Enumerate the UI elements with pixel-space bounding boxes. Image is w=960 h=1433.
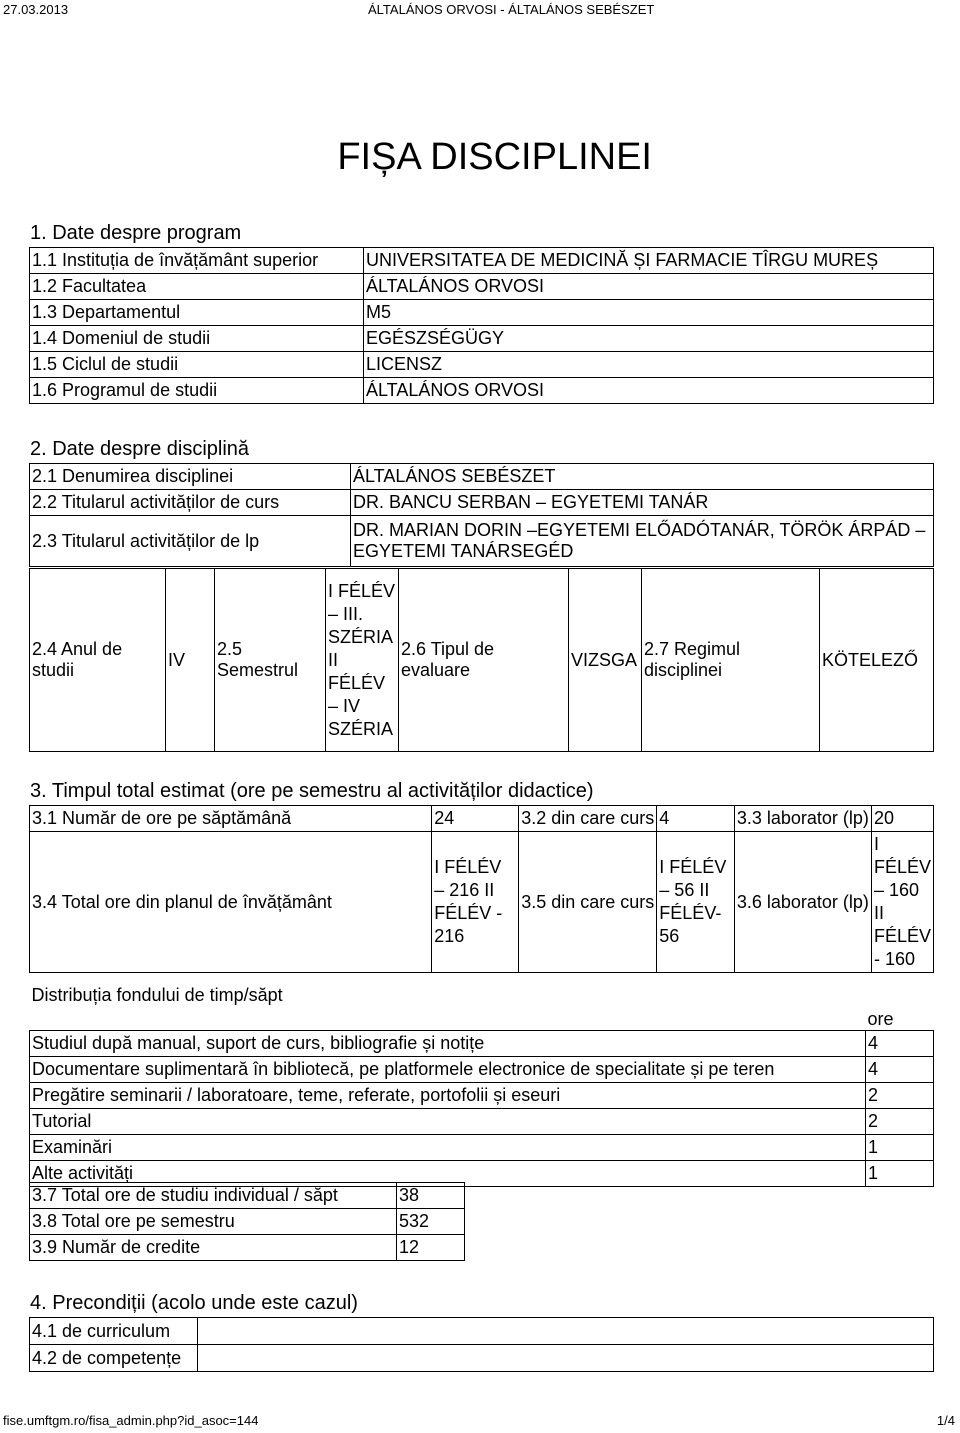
row-value: 1 [866, 1161, 934, 1187]
row-label: Examinări [30, 1135, 866, 1161]
row-value: 2 [866, 1083, 934, 1109]
row-label: 1.2 Facultatea [30, 274, 364, 300]
table-row [30, 569, 934, 752]
table-row [30, 1109, 934, 1135]
document-title: FIȘA DISCIPLINEI [337, 136, 652, 178]
table-row [30, 274, 934, 300]
row-label: 3.9 Număr de credite [30, 1235, 397, 1261]
discipline-details-table [29, 568, 934, 752]
print-url: fise.umftgm.ro/fisa_admin.php?id_asoc=144 [3, 1413, 259, 1428]
row-label: 1.5 Ciclul de studii [30, 352, 364, 378]
discipline-table [29, 463, 934, 567]
table-row [30, 832, 934, 973]
row-value: UNIVERSITATEA DE MEDICINĂ ȘI FARMACIE TÎRGU MUREȘ [364, 248, 934, 274]
course-value: 4 [657, 806, 735, 832]
page-number: 1/4 [936, 1413, 955, 1428]
table-row [30, 1235, 465, 1261]
year-value: IV [166, 569, 215, 752]
table-row [30, 1057, 934, 1083]
row-value: 532 [397, 1209, 465, 1235]
row-value: ÁLTALÁNOS ORVOSI [364, 378, 934, 404]
preconditions-table [29, 1317, 934, 1372]
row-value [198, 1318, 934, 1345]
table-row [30, 352, 934, 378]
total-hours-label: 3.4 Total ore din planul de învățământ [30, 832, 432, 973]
row-value: 4 [866, 1031, 934, 1057]
row-label: 2.3 Titularul activităților de lp [30, 516, 351, 567]
table-row [30, 490, 934, 516]
table-row [30, 326, 934, 352]
program-table [29, 247, 934, 404]
row-label: 1.4 Domeniul de studii [30, 326, 364, 352]
row-value [198, 1345, 934, 1372]
row-label: Documentare suplimentară în bibliotecă, pe platformele electronice de specialitate și pe teren [30, 1057, 866, 1083]
table-row [30, 516, 934, 567]
row-value: 1 [866, 1135, 934, 1161]
hours-week-value: 24 [432, 806, 519, 832]
row-label: 4.2 de competențe [30, 1345, 198, 1372]
row-label: 4.1 de curriculum [30, 1318, 198, 1345]
lab-label [734, 806, 871, 832]
row-value: DR. MARIAN DORIN –EGYETEMI ELŐADÓTANÁR, TÖRÖK ÁRPÁD – EGYETEMI TANÁRSEGÉD [351, 516, 934, 567]
total-lab-label: 3.6 laborator (lp) [734, 832, 871, 973]
print-date: 27.03.2013 [3, 2, 69, 17]
regime-value: KÖTELEZŐ [820, 569, 934, 752]
table-row [30, 976, 934, 1031]
table-row [30, 464, 934, 490]
row-label: 2.2 Titularul activităților de curs [30, 490, 351, 516]
table-row [30, 1135, 934, 1161]
distribution-table [29, 976, 934, 1187]
semester-label: 2.5 Semestrul [215, 569, 326, 752]
print-footer [0, 1413, 960, 1433]
total-hours-value: I FÉLÉV – 216 II FÉLÉV - 216 [432, 832, 519, 973]
table-row [30, 1318, 934, 1345]
time-table [29, 805, 934, 973]
row-value: M5 [364, 300, 934, 326]
row-label: Tutorial [30, 1109, 866, 1135]
row-label: Pregătire seminarii / laboratoare, teme, referate, portofolii și eseuri [30, 1083, 866, 1109]
row-label: Alte activități [30, 1161, 866, 1187]
table-row [30, 1183, 465, 1209]
row-value: 38 [397, 1183, 465, 1209]
row-label: 2.1 Denumirea disciplinei [30, 464, 351, 490]
distribution-unit: ore [867, 1009, 894, 1029]
table-row [30, 378, 934, 404]
table-row [30, 1083, 934, 1109]
table-row [30, 300, 934, 326]
section-3-heading: 3. Timpul total estimat (ore pe semestru al activităților didactice) [30, 780, 594, 802]
table-row [30, 248, 934, 274]
row-value: ÁLTALÁNOS SEBÉSZET [351, 464, 934, 490]
table-row [30, 1209, 465, 1235]
semester-value: I FÉLÉV – III. SZÉRIA II FÉLÉV – IV SZÉRIA [326, 569, 399, 752]
row-value: 12 [397, 1235, 465, 1261]
print-title: ÁLTALÁNOS ORVOSI - ÁLTALÁNOS SEBÉSZET [368, 2, 655, 17]
row-value: LICENSZ [364, 352, 934, 378]
print-header [0, 0, 960, 20]
section-1-heading: 1. Date despre program [30, 222, 242, 244]
row-value: ÁLTALÁNOS ORVOSI [364, 274, 934, 300]
section-4-heading: 4. Precondiții (acolo unde este cazul) [30, 1292, 358, 1314]
row-label: 3.7 Total ore de studiu individual / săpt [30, 1183, 397, 1209]
regime-label: 2.7 Regimul disciplinei [642, 569, 820, 752]
year-label: 2.4 Anul de studii [30, 569, 166, 752]
section-2-heading: 2. Date despre disciplină [30, 438, 250, 460]
lab-label-text: 3.3 laborator (lp) [736, 808, 869, 828]
total-course-label: 3.5 din care curs [519, 832, 657, 973]
evaluation-value: VIZSGA [569, 569, 642, 752]
hours-week-label: 3.1 Număr de ore pe săptămână [30, 806, 432, 832]
table-row [30, 806, 934, 832]
row-value: DR. BANCU SERBAN – EGYETEMI TANÁR [351, 490, 934, 516]
total-lab-value: I FÉLÉV – 160 II FÉLÉV - 160 [871, 832, 933, 973]
course-label: 3.2 din care curs [519, 806, 657, 832]
row-value: EGÉSZSÉGÜGY [364, 326, 934, 352]
table-row [30, 1031, 934, 1057]
lab-value: 20 [871, 806, 933, 832]
row-value: 2 [866, 1109, 934, 1135]
row-value: 4 [866, 1057, 934, 1083]
total-course-value: I FÉLÉV – 56 II FÉLÉV- 56 [657, 832, 735, 973]
row-label: 1.3 Departamentul [30, 300, 364, 326]
table-row [30, 1345, 934, 1372]
row-label: 1.1 Instituția de învățământ superior [30, 248, 364, 274]
totals-table [29, 1182, 465, 1261]
row-label: 3.8 Total ore pe semestru [30, 1209, 397, 1235]
evaluation-label: 2.6 Tipul de evaluare [399, 569, 569, 752]
row-label: 1.6 Programul de studii [30, 378, 364, 404]
row-label: Studiul după manual, suport de curs, bibliografie și notițe [30, 1031, 866, 1057]
distribution-label: Distribuția fondului de timp/săpt [31, 985, 283, 1005]
